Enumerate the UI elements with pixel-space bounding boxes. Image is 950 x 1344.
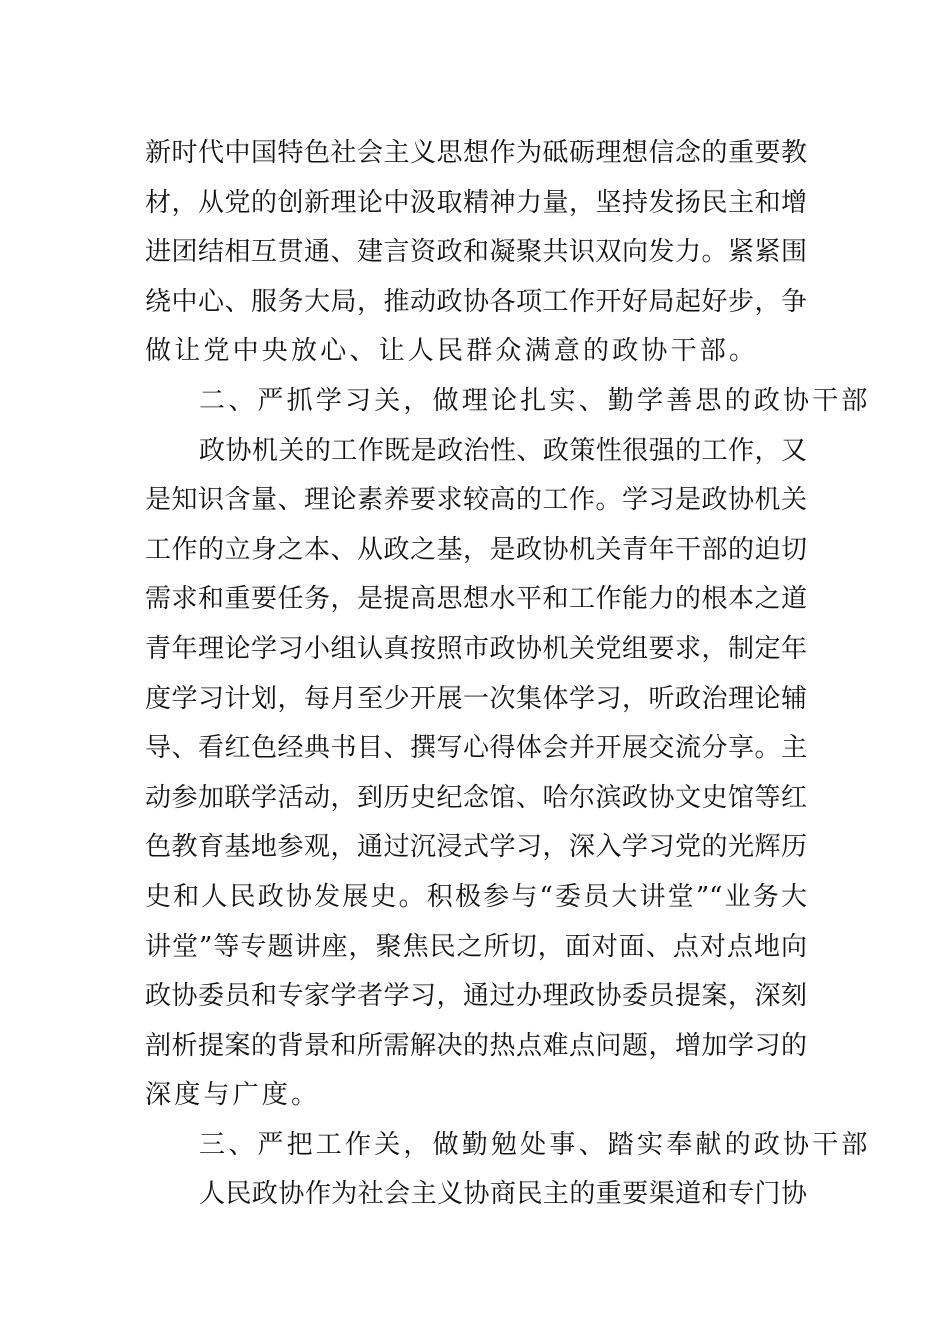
text-line: 材，从党的创新理论中汲取精神力量，坚持发扬民主和增 (145, 187, 807, 218)
text-line: 绕中心、服务大局，推动政协各项工作开好局起好步，争 (145, 286, 807, 317)
text-line: 进团结相互贯通、建言资政和凝聚共识双向发力。紧紧围 (145, 237, 807, 268)
text-line: 人民政协作为社会主义协商民主的重要渠道和专门协 (199, 1179, 807, 1210)
text-line: 新时代中国特色社会主义思想作为砥砺理想信念的重要教 (145, 138, 807, 168)
text-line: 需求和重要任务，是提高思想水平和工作能力的根本之道 (145, 584, 807, 615)
text-line: 深度与广度。 (145, 1080, 321, 1111)
document-body (145, 129, 871, 1220)
text-line: 动参加联学活动，到历史纪念馆、哈尔滨政协文史馆等红 (145, 782, 807, 813)
text-line: 政协委员和专家学者学习，通过办理政协委员提案，深刻 (145, 981, 807, 1012)
text-line: 青年理论学习小组认真按照市政协机关党组要求，制定年 (145, 633, 807, 664)
text-line: 导、看红色经典书目、撰写心得体会并开展交流分享。主 (145, 733, 807, 764)
text-line: 史和人民政协发展史。积极参与“委员大讲堂”“业务大 (145, 881, 807, 912)
text-line: 度学习计划，每月至少开展一次集体学习，听政治理论辅 (145, 683, 807, 714)
text-line: 是知识含量、理论素养要求较高的工作。学习是政协机关 (145, 485, 807, 516)
text-line: 剖析提案的背景和所需解决的热点难点问题，增加学习的 (145, 1030, 807, 1061)
text-line: 色教育基地参观，通过沉浸式学习，深入学习党的光辉历 (145, 832, 807, 863)
text-line: 讲堂”等专题讲座，聚焦民之所切，面对面、点对点地向 (145, 931, 807, 962)
section-heading: 二、严抓学习关，做理论扎实、勤学善思的政协干部 (199, 385, 871, 416)
section-heading: 三、严把工作关，做勤勉处事、踏实奉献的政协干部 (199, 1129, 871, 1160)
text-line: 工作的立身之本、从政之基，是政协机关青年干部的迫切 (145, 534, 807, 565)
text-line: 做让党中央放心、让人民群众满意的政协干部。 (145, 336, 759, 367)
text-line: 政协机关的工作既是政治性、政策性很强的工作，又 (199, 435, 807, 466)
